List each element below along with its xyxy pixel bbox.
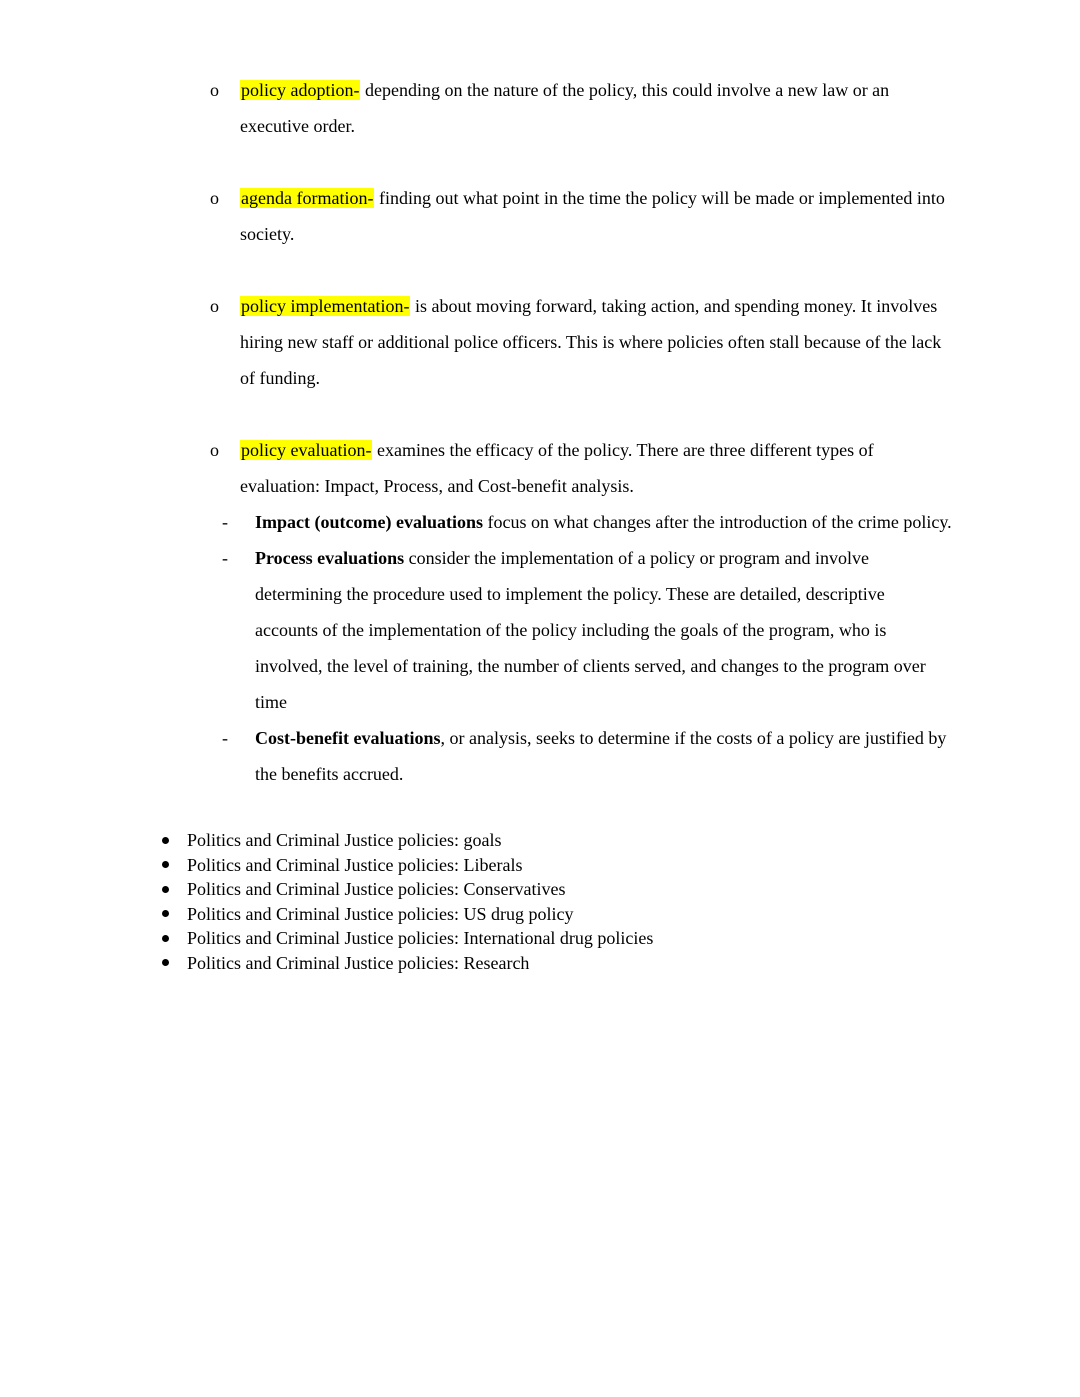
list-item-impact-evaluations [222, 504, 952, 540]
topics-list [160, 828, 1080, 975]
bullet-icon [160, 935, 187, 942]
highlighted-term: agenda formation- [241, 188, 374, 208]
paragraph [240, 72, 952, 144]
list-marker: - [222, 548, 228, 568]
term-definition: finding out what point in the time the policy will be made or implemented into society. [240, 188, 945, 244]
bullet-icon [160, 861, 187, 868]
list-item [160, 926, 1080, 951]
term-definition: , or analysis, seeks to determine if the costs of a policy are justified by the benefits accrued. [255, 728, 947, 784]
topic-text: Politics and Criminal Justice policies: Research [187, 952, 530, 973]
term-definition: focus on what changes after the introduction of the crime policy. [482, 512, 952, 532]
topic-text: Politics and Criminal Justice policies: International drug policies [187, 928, 654, 948]
topic-text: Politics and Criminal Justice policies: goals [187, 830, 502, 850]
paragraph [240, 288, 952, 396]
list-item [160, 877, 1080, 902]
bold-term: Impact (outcome) evaluations [255, 512, 483, 532]
list-item [160, 828, 1080, 853]
highlighted-term: policy implementation- [241, 296, 410, 316]
list-item-process-evaluations [222, 540, 952, 720]
topic-text: Politics and Criminal Justice policies: Liberals [187, 854, 523, 875]
term-definition: consider the implementation of a policy or program and involve determining the procedure used to implement the policy. These are detailed, descriptive accounts of the implementation of the policy including the goals of the program, who is involved, the level of training, the number of clients served, and changes to the program over time [255, 548, 926, 712]
list-item [160, 853, 1080, 878]
evaluation-types-list [222, 504, 952, 792]
bold-term: Process evaluations [255, 548, 405, 568]
highlighted-term: policy adoption- [241, 80, 360, 100]
list-marker: o [210, 296, 219, 316]
paragraph [255, 504, 952, 540]
list-marker: - [222, 728, 228, 748]
list-marker: - [222, 512, 228, 532]
bullet-icon [160, 959, 187, 966]
bullet-icon [160, 910, 187, 917]
list-marker: o [210, 440, 219, 460]
list-item [160, 902, 1080, 927]
list-item-policy-implementation [210, 288, 952, 396]
bullet-icon [160, 886, 187, 893]
term-definition: depending on the nature of the policy, this could involve a new law or an executive order. [240, 80, 890, 136]
topic-text: Politics and Criminal Justice policies: US drug policy [187, 903, 574, 924]
paragraph-group [222, 432, 952, 792]
list-item-policy-evaluation [210, 432, 952, 792]
list-marker: o [210, 188, 219, 208]
list-marker: o [210, 80, 219, 100]
list-item-agenda-formation [210, 180, 952, 252]
list-item-cost-benefit-evaluations [222, 720, 952, 792]
paragraph [240, 180, 952, 252]
bullet-icon [160, 837, 187, 844]
topic-text: Politics and Criminal Justice policies: Conservatives [187, 879, 566, 899]
list-item [160, 951, 1080, 976]
highlighted-term: policy evaluation- [241, 440, 372, 460]
term-definition: is about moving forward, taking action, and spending money. It involves hiring new staff or additional police officers. This is where policies often stall because of the lack of funding. [240, 296, 942, 388]
list-item-policy-adoption [210, 72, 952, 144]
paragraph [255, 540, 952, 720]
term-definition: examines the efficacy of the policy. There are three different types of evaluation: Impact, Process, and Cost-benefit analysis. [240, 440, 874, 496]
bold-term: Cost-benefit evaluations [255, 728, 441, 748]
paragraph [255, 720, 952, 792]
paragraph [240, 432, 952, 504]
